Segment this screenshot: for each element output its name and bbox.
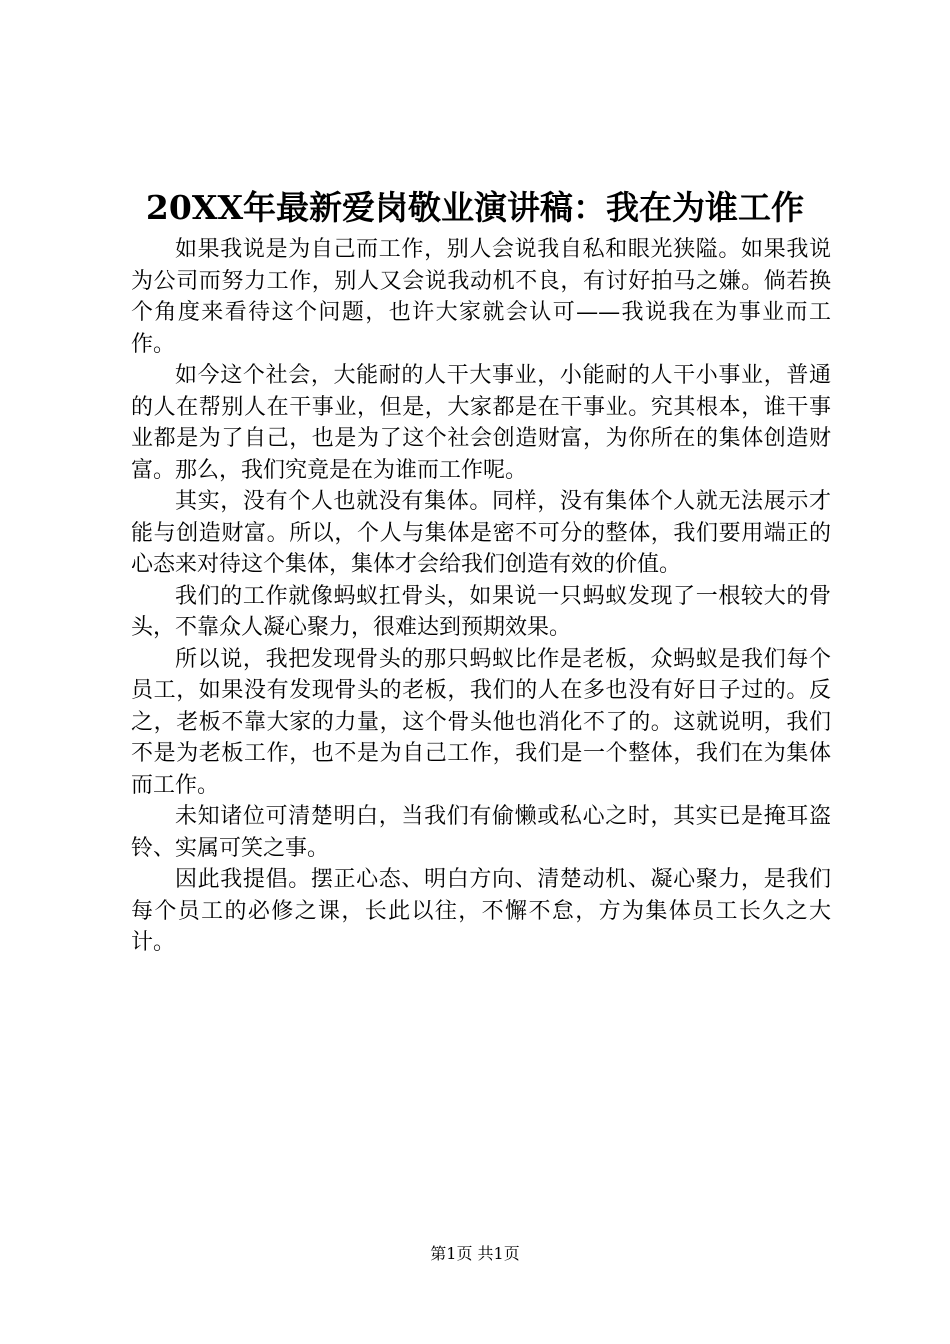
page-number-footer: 第1页 共1页: [430, 1244, 520, 1263]
paragraph: 所以说，我把发现骨头的那只蚂蚁比作是老板，众蚂蚁是我们每个员工，如果没有发现骨头的老板，我们的人在多也没有好日子过的。反之，老板不靠大家的力量，这个骨头他也消化不了的。这就说明，我们不是为老板工作，也不是为自己工作，我们是一个整体，我们在为集体而工作。: [131, 646, 831, 798]
paragraph: 如今这个社会，大能耐的人干大事业，小能耐的人干小事业，普通的人在帮别人在干事业，但是，大家都是在干事业。究其根本，谁干事业都是为了自己，也是为了这个社会创造财富，为你所在的集体创造财富。那么，我们究竟是在为谁而工作呢。: [131, 363, 831, 483]
paragraph: 未知诸位可清楚明白，当我们有偷懒或私心之时，其实已是掩耳盗铃、实属可笑之事。: [131, 804, 831, 861]
paragraph: 我们的工作就像蚂蚁扛骨头，如果说一只蚂蚁发现了一根较大的骨头，不靠众人凝心聚力，很难达到预期效果。: [131, 583, 831, 640]
paragraph: 其实，没有个人也就没有集体。同样，没有集体个人就无法展示才能与创造财富。所以，个人与集体是密不可分的整体，我们要用端正的心态来对待这个集体，集体才会给我们创造有效的价值。: [131, 489, 831, 577]
paragraph: 如果我说是为自己而工作，别人会说我自私和眼光狭隘。如果我说为公司而努力工作，别人又会说我动机不良，有讨好拍马之嫌。倘若换个角度来看待这个问题，也许大家就会认可——我说我在为事业而工作。: [131, 237, 831, 357]
document-body: [131, 234, 831, 959]
paragraph: 因此我提倡。摆正心态、明白方向、清楚动机、凝心聚力，是我们每个员工的必修之课，长此以往，不懈不怠，方为集体员工长久之大计。: [131, 867, 831, 955]
document-title: 20XX年最新爱岗敬业演讲稿：我在为谁工作: [145, 188, 805, 227]
